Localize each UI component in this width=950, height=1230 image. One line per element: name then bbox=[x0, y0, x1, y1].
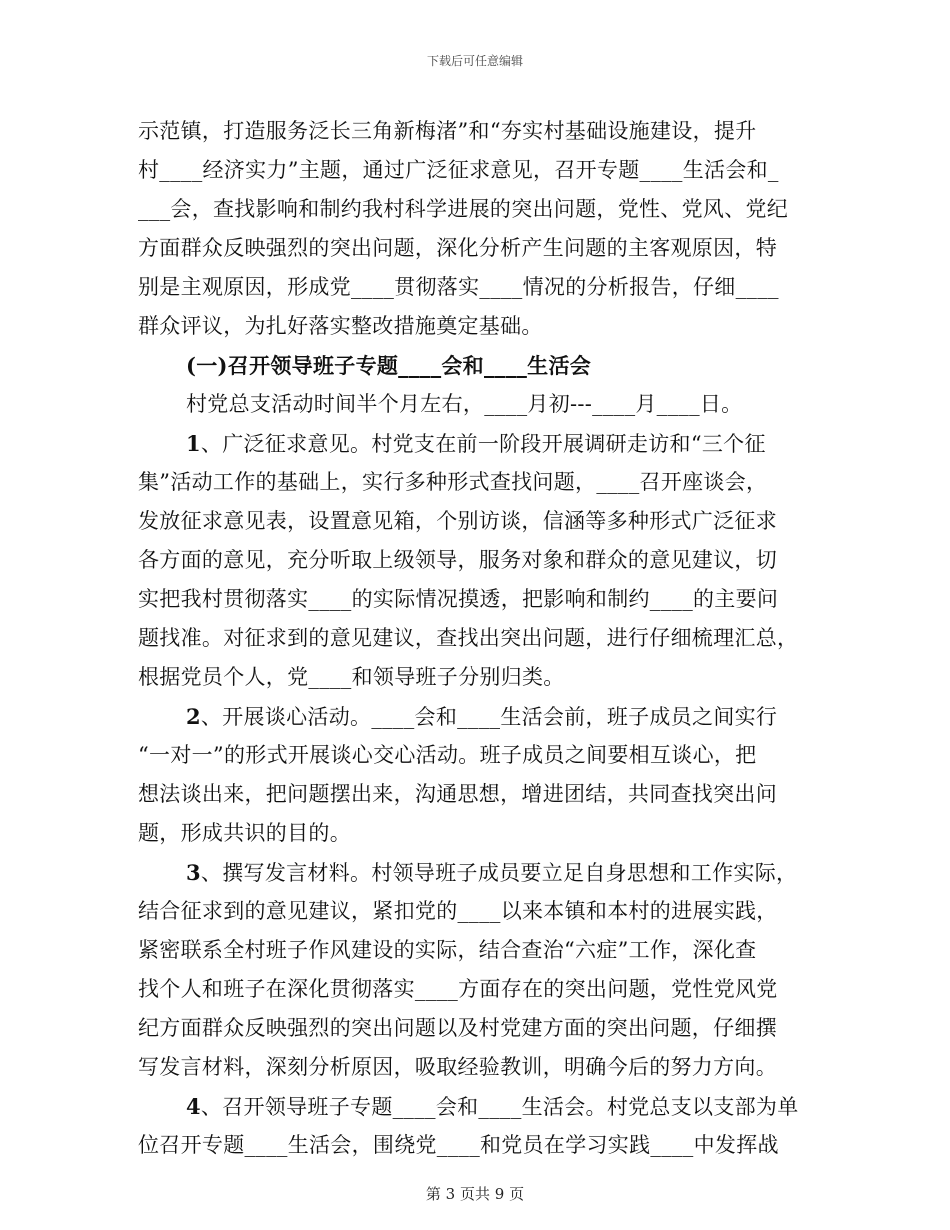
text-line: 各方面的意见，充分听取上级领导，服务对象和群众的意见建议，切 bbox=[138, 548, 777, 572]
text-line: 集”活动工作的基础上，实行多种形式查找问题，____召开座谈会， bbox=[138, 470, 768, 494]
text-line: 发放征求意见表，设置意见箱，个别访谈，信涵等多种形式广泛征求 bbox=[138, 509, 777, 533]
page-footer: 第 3 页共 9 页 bbox=[425, 1185, 525, 1203]
document-body bbox=[138, 112, 808, 1165]
text-line: 纪方面群众反映强烈的突出问题以及村党建方面的突出问题，仔细撰 bbox=[138, 1016, 777, 1040]
paragraph-number: 4 bbox=[186, 1094, 201, 1119]
text-line: ___会，查找影响和制约我村科学进展的突出问题，党性、党风、党纪 bbox=[138, 197, 789, 221]
text-line: 题，形成共识的目的。 bbox=[138, 821, 351, 845]
text-line: 实把我村贯彻落实____的实际情况摸透，把影响和制约____的主要问 bbox=[138, 587, 779, 611]
text-line: 村____经济实力”主题，通过广泛征求意见，召开专题____生活会和_ bbox=[138, 158, 779, 182]
text-line: 方面群众反映强烈的突出问题，深化分析产生问题的主客观原因，特 bbox=[138, 236, 777, 260]
page-header: 下载后可任意编辑 bbox=[426, 54, 523, 68]
text-line: 根据党员个人，党____和领导班子分别归类。 bbox=[138, 665, 565, 689]
section-heading: (一)召开领导班子专题____会和____生活会 bbox=[186, 353, 592, 378]
text-line: 找个人和班子在深化贯彻落实____方面存在的突出问题，党性党风党 bbox=[138, 977, 778, 1001]
paragraph-3 bbox=[138, 853, 808, 1087]
text-line: 题找准。对征求到的意见建议，查找出突出问题，进行仔细梳理汇总， bbox=[138, 626, 799, 650]
text-line: 紧密联系全村班子作风建设的实际，结合查治“六症”工作，深化查 bbox=[138, 938, 757, 962]
paragraph-1 bbox=[138, 424, 808, 697]
paragraph-first-text: 、召开领导班子专题____会和____生活会。村党总支以支部为单 bbox=[200, 1095, 799, 1119]
intro-paragraph bbox=[138, 112, 808, 346]
paragraph-first-line bbox=[138, 697, 808, 736]
paragraph-first-text: 、开展谈心活动。____会和____生活会前，班子成员之间实行 bbox=[200, 705, 778, 729]
text-line: “一对一”的形式开展谈心交心活动。班子成员之间要相互谈心，把 bbox=[138, 743, 757, 767]
paragraph-4 bbox=[138, 1087, 808, 1165]
text-line: 结合征求到的意见建议，紧扣党的____以来本镇和本村的进展实践， bbox=[138, 899, 778, 923]
paragraph-number: 3 bbox=[186, 860, 201, 885]
text-line: 位召开专题____生活会，围绕党____和党员在学习实践____中发挥战 bbox=[138, 1133, 779, 1157]
text-line: 别是主观原因，形成党____贯彻落实____情况的分析报告，仔细____ bbox=[138, 275, 779, 299]
text-line: 写发言材料，深刻分析原因，吸取经验教训，明确今后的努力方向。 bbox=[138, 1055, 777, 1079]
paragraph-2 bbox=[138, 697, 808, 853]
paragraph-number: 1 bbox=[186, 431, 201, 456]
time-line: 村党总支活动时间半个月左右，____月初---____月____日。 bbox=[186, 392, 743, 416]
paragraph-number: 2 bbox=[186, 704, 201, 729]
text-line: 想法谈出来，把问题摆出来，沟通思想，增进团结，共同查找突出问 bbox=[138, 782, 777, 806]
paragraph-first-line bbox=[138, 1087, 808, 1126]
paragraph-first-text: 、广泛征求意见。村党支在前一阶段开展调研走访和“三个征 bbox=[200, 432, 766, 456]
paragraph-first-line bbox=[138, 853, 808, 892]
paragraph-first-line bbox=[138, 424, 808, 463]
text-line: 示范镇，打造服务泛长三角新梅渚”和“夯实村基础设施建设，提升 bbox=[138, 119, 757, 143]
paragraph-first-text: 、撰写发言材料。村领导班子成员要立足自身思想和工作实际， bbox=[200, 861, 798, 885]
text-line: 群众评议，为扎好落实整改措施奠定基础。 bbox=[138, 314, 543, 338]
